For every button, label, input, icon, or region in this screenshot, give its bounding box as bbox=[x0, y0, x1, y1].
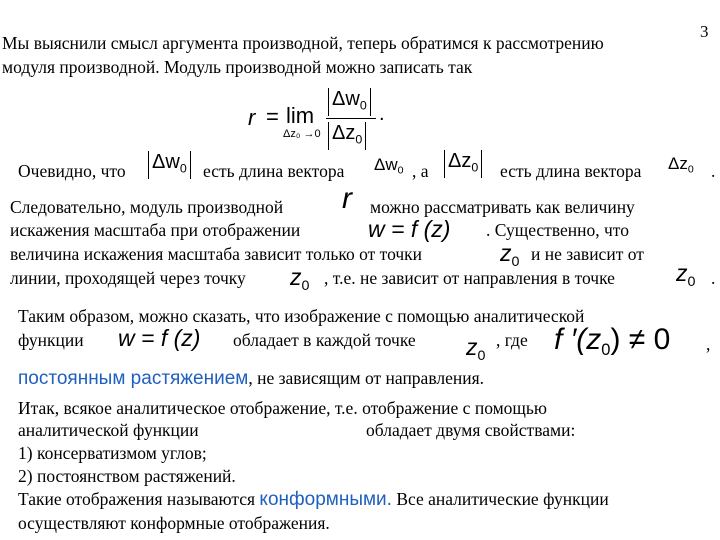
paragraph-text: Все аналитические функции bbox=[396, 489, 609, 509]
formula-denominator bbox=[328, 122, 366, 150]
page-number: 3 bbox=[700, 22, 709, 41]
delta-z: Δz bbox=[332, 122, 356, 144]
point-z0: $z_0$ bbox=[500, 240, 520, 270]
abs-delta-z0 bbox=[444, 150, 482, 178]
paragraph-line: обладает в каждой точке bbox=[233, 330, 416, 350]
formula-r: r bbox=[248, 105, 256, 130]
delta-w: Δw bbox=[332, 88, 360, 110]
paragraph-line: , т.е. не зависит от направления в точке bbox=[324, 268, 615, 288]
formula-lim-subscript: Δz₀ →0 bbox=[283, 128, 321, 140]
point-z0: $z_0$ bbox=[290, 264, 310, 294]
paragraph-line: Таким образом, можно сказать, что изображение с помощью аналитической bbox=[18, 306, 585, 326]
delta-w0: $\Delta w_0$ bbox=[374, 155, 404, 177]
variable-r: r bbox=[342, 182, 352, 215]
paragraph-line: есть длина вектора bbox=[500, 161, 642, 181]
fraction-bar bbox=[326, 118, 376, 119]
paragraph-line: . bbox=[711, 161, 716, 181]
subscript-zero: 0 bbox=[359, 98, 367, 113]
paragraph-line: аналитической функции bbox=[18, 420, 199, 440]
list-item: 2) постоянством растяжений. bbox=[18, 466, 236, 486]
formula-equals: = bbox=[266, 104, 279, 129]
term-conformal: конформными. bbox=[259, 489, 392, 510]
point-z0: $z_0$ bbox=[676, 260, 696, 290]
paragraph-line: осуществляют конформные отображения. bbox=[18, 513, 330, 533]
paragraph-line: искажения масштаба при отображении bbox=[10, 220, 301, 240]
list-item: 1) консерватизмом углов; bbox=[18, 443, 207, 463]
formula-period: . bbox=[379, 103, 385, 125]
delta-w: Δw bbox=[152, 151, 180, 173]
paragraph-line: есть длина вектора bbox=[203, 161, 345, 181]
paragraph-line: линии, проходящей через точку bbox=[10, 268, 246, 288]
subscript-zero: 0 bbox=[355, 132, 363, 147]
delta-z: Δz bbox=[448, 150, 472, 172]
paragraph-line: Мы выяснили смысл аргумента производной, теперь обратимся к рассмотрению bbox=[2, 33, 604, 53]
subscript-zero: 0 bbox=[471, 160, 479, 175]
paragraph-line: , bbox=[706, 334, 711, 354]
paragraph-line: . Существенно, что bbox=[486, 220, 629, 240]
paragraph-line: . bbox=[711, 268, 716, 288]
term-constant-stretch: постоянным растяжением bbox=[18, 368, 249, 389]
mapping-w-f-z: w = f (z) bbox=[368, 216, 451, 242]
paragraph-text: Такие отображения называются bbox=[18, 489, 256, 509]
paragraph-line bbox=[18, 368, 484, 389]
paragraph-line: обладает двумя свойствами: bbox=[366, 420, 576, 440]
formula-numerator bbox=[328, 88, 371, 116]
delta-z0: $\Delta z_0$ bbox=[668, 154, 694, 176]
abs-delta-w0 bbox=[148, 151, 191, 179]
paragraph-line: можно рассматривать как величину bbox=[370, 197, 635, 217]
paragraph-line: величина искажения масштаба зависит только от точки bbox=[10, 244, 423, 264]
paragraph-line: функции bbox=[18, 330, 84, 350]
paragraph-line bbox=[18, 489, 609, 510]
function-w-f-z: w = f (z) bbox=[118, 325, 201, 351]
paragraph-line: Следовательно, модуль производной bbox=[10, 197, 284, 217]
derivative-nonzero: f $'(z_0) \ne 0$ bbox=[554, 323, 671, 359]
formula-lim: lim bbox=[286, 103, 315, 128]
point-z0: $z_0$ bbox=[466, 334, 486, 364]
paragraph-line: Очевидно, что bbox=[18, 161, 126, 181]
paragraph-text: , не зависящим от направления. bbox=[248, 368, 485, 388]
paragraph-line: и не зависит от bbox=[531, 244, 644, 264]
paragraph-line: , а bbox=[412, 161, 429, 181]
paragraph-line: Итак, всякое аналитическое отображение, т.е. отображение с помощью bbox=[18, 398, 547, 418]
subscript-zero: 0 bbox=[179, 161, 187, 176]
paragraph-line: модуля производной. Модуль производной можно записать так bbox=[2, 57, 473, 77]
paragraph-line: , где bbox=[496, 330, 528, 350]
